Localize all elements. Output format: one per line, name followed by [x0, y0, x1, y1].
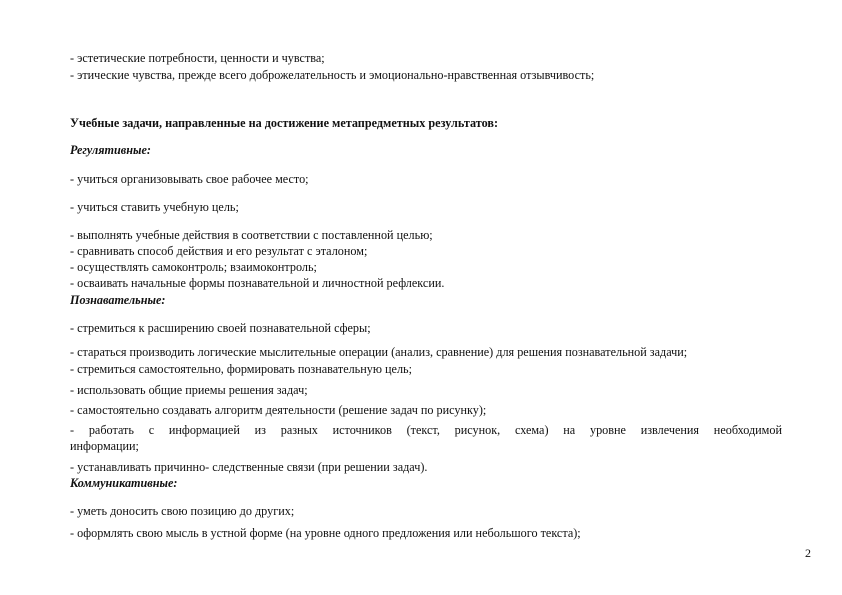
subsection-title-cognitive: Познавательные: — [70, 293, 166, 307]
list-item: - уметь доносить свою позицию до других; — [70, 504, 295, 518]
subsection-title-communicative: Коммуникативные: — [70, 476, 178, 490]
list-item: - устанавливать причинно- следственные связи (при решении задач). — [70, 460, 428, 474]
list-item: - стремиться к расширению своей познавательной сферы; — [70, 321, 371, 335]
list-item: - сравнивать способ действия и его результат с эталоном; — [70, 244, 368, 258]
list-item: - стремиться самостоятельно, формировать познавательную цель; — [70, 362, 412, 376]
list-item: - осваивать начальные формы познавательной и личностной рефлексии. — [70, 276, 445, 290]
list-item: - использовать общие приемы решения задач; — [70, 383, 308, 397]
list-item: - учиться ставить учебную цель; — [70, 200, 239, 214]
section-heading: Учебные задачи, направленные на достижение метапредметных результатов: — [70, 116, 498, 130]
page-number: 2 — [805, 546, 811, 560]
list-item: - осуществлять самоконтроль; взаимоконтроль; — [70, 260, 317, 274]
list-item-continuation: информации; — [70, 439, 139, 453]
list-item: - выполнять учебные действия в соответствии с поставленной целью; — [70, 228, 433, 242]
list-item: - этические чувства, прежде всего доброжелательность и эмоционально-нравственная отзывчивость; — [70, 68, 595, 82]
list-item: - самостоятельно создавать алгоритм деятельности (решение задач по рисунку); — [70, 403, 487, 417]
list-item: - оформлять свою мысль в устной форме (на уровне одного предложения или небольшого текста); — [70, 526, 581, 540]
list-item: - учиться организовывать свое рабочее место; — [70, 172, 309, 186]
list-item: - эстетические потребности, ценности и чувства; — [70, 51, 325, 65]
list-item: - работать с информацией из разных источников (текст, рисунок, схема) на уровне извлечения необходимой — [70, 423, 782, 437]
subsection-title-regulative: Регулятивные: — [70, 143, 151, 157]
list-item: - стараться производить логические мыслительные операции (анализ, сравнение) для решения познавательной задачи; — [70, 345, 688, 359]
